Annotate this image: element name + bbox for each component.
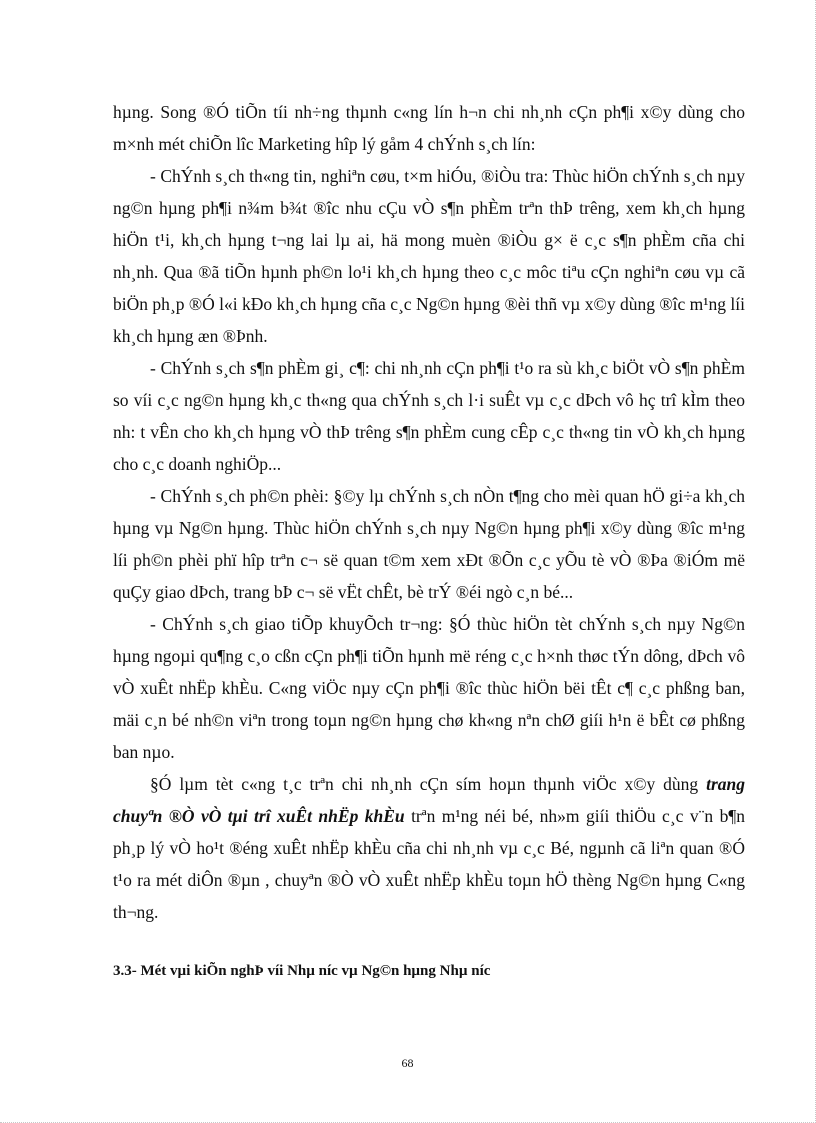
body-text	[113, 96, 745, 928]
paragraph-promotion-policy: - ChÝnh s¸ch giao tiÕp khuyÕch tr¬ng: §Ó thùc hiÖn tèt chÝnh s¸ch nµy Ng©n hµng ngoµi qu¶ng c¸o cßn cÇn ph¶i tiÕn hµnh më réng c¸c h×nh thøc tÝn dông, dÞch vô vÒ xuÊt nhËp khÈu. C«ng viÖc nµy cÇn ph¶i ®îc thùc hiÖn bëi tÊt c¶ c¸c phßng ban, mäi c¸n bé nh©n viªn trong toµn ng©n hµng chø kh«ng nªn chØ giíi h¹n ë bÊt cø phßng ban nµo.	[113, 614, 745, 762]
paragraph-intro: hµng. Song ®Ó tiÕn tíi nh÷ng thµnh c«ng lín h¬n chi nh¸nh cÇn ph¶i x©y dùng cho m×nh mét chiÕn lîc Marketing hîp lý gåm 4 chÝnh s¸ch lín:	[113, 102, 745, 154]
paragraph-information-policy: - ChÝnh s¸ch th«ng tin, nghiªn cøu, t×m hiÓu, ®iÒu tra: Thùc hiÖn chÝnh s¸ch nµy ng©n hµng ph¶i n¾m b¾t ®îc nhu cÇu vÒ s¶n phÈm trªn thÞ trêng, xem kh¸ch hµng hiÖn t¹i, kh¸ch hµng t¬ng lai lµ ai, hä mong muèn ®iÒu g× ë c¸c s¶n phÈm cña chi nh¸nh. Qua ®ã tiÕn hµnh ph©n lo¹i kh¸ch hµng theo c¸c môc tiªu cÇn nghiªn cøu vµ cã biÖn ph¸p ®Ó l«i kÐo kh¸ch hµng cña c¸c Ng©n hµng ®èi thñ vµ x©y dùng ®îc m¹ng líi kh¸ch hµng æn ®Þnh.	[113, 166, 745, 346]
paragraph-product-price-policy: - ChÝnh s¸ch s¶n phÈm gi¸ c¶: chi nh¸nh cÇn ph¶i t¹o ra sù kh¸c biÖt vÒ s¶n phÈm so víi c¸c ng©n hµng kh¸c th«ng qua chÝnh s¸ch l·i suÊt vµ c¸c dÞch vô hç trî kÌm theo nh: t vÊn cho kh¸ch hµng vÒ thÞ trêng s¶n phÈm cung cÊp c¸c th«ng tin vÒ kh¸ch hµng cho c¸c doanh nghiÖp...	[113, 358, 745, 474]
paragraph-conclusion-end: trªn m¹ng néi bé, nh»m giíi thiÖu c¸c v¨n b¶n ph¸p lý vÒ ho¹t ®éng xuÊt nhËp khÈu cña chi nh¸nh vµ c¸c Bé, ngµnh cã liªn quan ®Ó t¹o ra mét diÔn ®µn , chuyªn ®Ò vÒ xuÊt nhËp khÈu toµn hÖ thèng Ng©n hµng C«ng th¬ng.	[113, 806, 746, 922]
page-number: 68	[401, 1056, 414, 1070]
emphasis-text: trang chuyªn ®Ò vÒ tµi trî xuÊt nhËp khÈu	[113, 774, 745, 826]
paragraph-conclusion-start: §Ó lµm tèt c«ng t¸c trªn chi nh¸nh cÇn sím hoµn thµnh viÖc x©y dùng	[150, 774, 707, 794]
section-heading: 3.3- Mét vµi kiÕn nghÞ víi Nhµ níc vµ Ng©n hµng Nhµ níc	[113, 963, 491, 979]
paragraph-distribution-policy: - ChÝnh s¸ch ph©n phèi: §©y lµ chÝnh s¸ch nÒn t¶ng cho mèi quan hÖ gi÷a kh¸ch hµng vµ Ng©n hµng. Thùc hiÖn chÝnh s¸ch nµy Ng©n hµng ph¶i x©y dùng ®îc m¹ng líi ph©n phèi phï hîp trªn c¬ së quan t©m xem xÐt ®Õn c¸c yÕu tè vÒ ®Þa ®iÓm më quÇy giao dÞch, trang bÞ c¬ së vËt chÊt, bè trÝ ®éi ngò c¸n bé...	[113, 486, 745, 602]
paragraph-conclusion	[113, 768, 745, 928]
